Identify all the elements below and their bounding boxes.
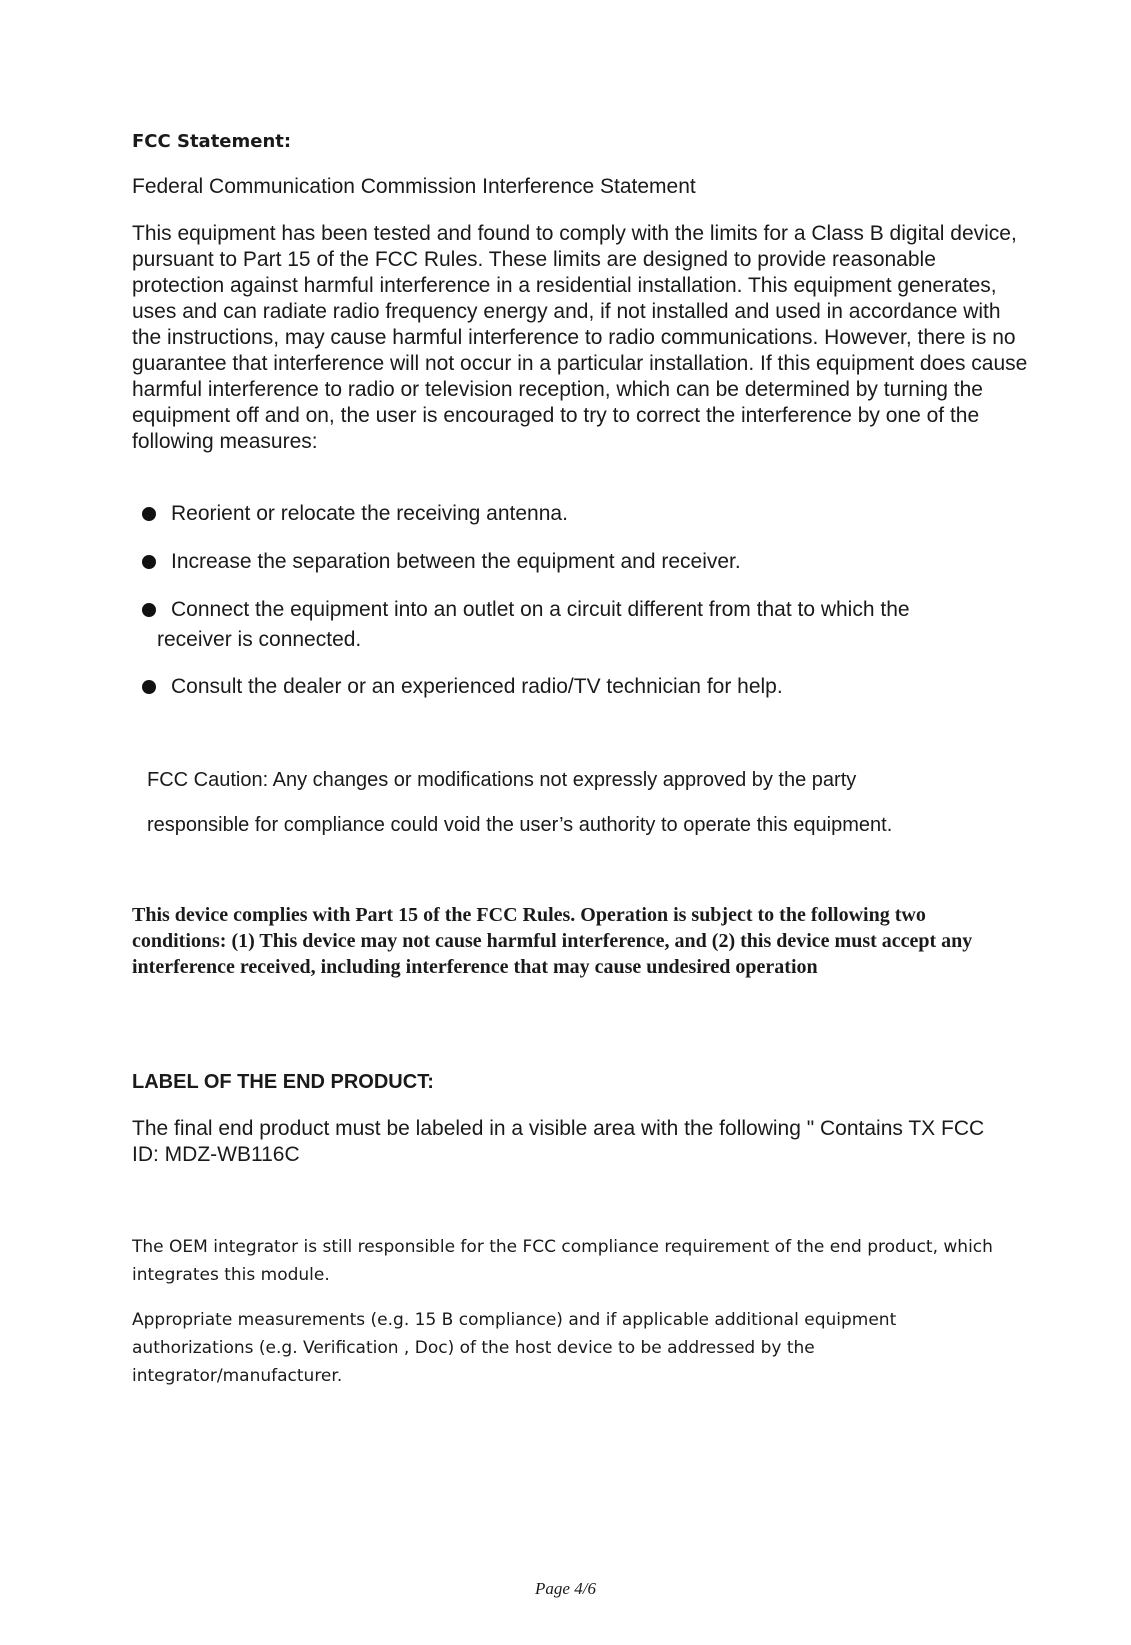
bullet-icon	[142, 507, 156, 521]
page-number: Page 4/6	[535, 1579, 596, 1598]
part15-compliance-statement: This device complies with Part 15 of the FCC Rules. Operation is subject to the following two conditions: (1) This device may not cause harmful interference, and (2) this device must accept any interference received, including interference that may cause undesired operation	[132, 904, 973, 978]
measure-text: Increase the separation between the equipment and receiver.	[171, 550, 741, 573]
measure-item	[142, 499, 568, 529]
measure-text: Connect the equipment into an outlet on a circuit different from that to which the	[171, 598, 910, 621]
measure-text-continuation: receiver is connected.	[157, 628, 362, 651]
interference-statement-title: Federal Communication Commission Interference Statement	[132, 175, 696, 198]
bullet-icon	[142, 555, 156, 569]
compliance-paragraph: This equipment has been tested and found to comply with the limits for a Class B digital device, pursuant to Part 15 of the FCC Rules. These limits are designed to provide reasonable protection against harmful interference in a residential installation. This equipment generates, uses and can radiate radio frequency energy and, if not installed and used in accordance with the instructions, may cause harmful interference to radio communications. However, there is no guarantee that interference will not occur in a particular installation. If this equipment does cause harmful interference to radio or television reception, which can be determined by turning the equipment off and on, the user is encouraged to try to correct the interference by one of the following measures:	[132, 222, 1028, 453]
measure-item	[142, 547, 741, 577]
fcc-caution-line-2: responsible for compliance could void the user’s authority to operate this equipment.	[147, 814, 893, 836]
bullet-icon	[142, 603, 156, 617]
measure-text: Consult the dealer or an experienced radio/TV technician for help.	[171, 675, 783, 698]
measure-item	[142, 595, 910, 655]
measure-text: Reorient or relocate the receiving antenna.	[171, 502, 568, 525]
label-heading: LABEL OF THE END PRODUCT:	[132, 1071, 434, 1093]
fcc-caution-line-1: FCC Caution: Any changes or modifications not expressly approved by the party	[147, 769, 857, 791]
measurements-text: Appropriate measurements (e.g. 15 B compliance) and if applicable additional equipment authorizations (e.g. Verification , Doc) of the host device to be addressed by the integrator/manufacturer.	[132, 1310, 897, 1386]
bullet-icon	[142, 680, 156, 694]
fcc-statement-heading: FCC Statement:	[132, 131, 292, 152]
measure-item	[142, 672, 783, 702]
oem-responsibility-text: The OEM integrator is still responsible for the FCC compliance requirement of the end product, which integrates this module.	[132, 1237, 993, 1285]
label-requirement-text: The final end product must be labeled in a visible area with the following " Contains TX FCC ID: MDZ-WB116C	[132, 1117, 985, 1166]
